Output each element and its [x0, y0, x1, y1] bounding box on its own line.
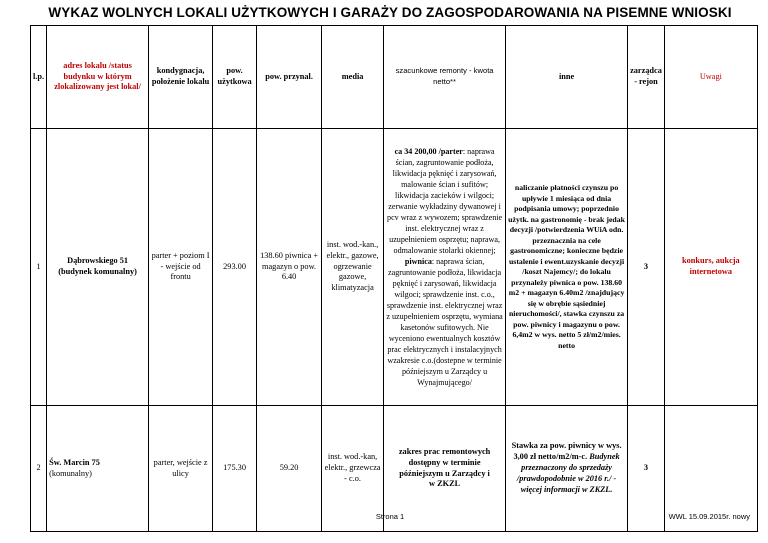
row-floor: parter, wejście z ulicy: [149, 406, 213, 532]
premises-table: [30, 25, 758, 532]
row-notes: konkurs, aukcja internetowa: [664, 129, 757, 406]
page-number: Strona 1: [375, 512, 405, 521]
row-assigned-area: 59.20: [257, 406, 322, 532]
row-repairs: ca 34 200,00 /parter: naprawa ścian, zagruntowanie podłoża, likwidacja pęknięć i zarysowań, malowanie ścian i sufitów; likwidacja zacieków i wilgoci; zerwanie wykładziny dywanowej i pcv wraz z wywozem; sprawdzenie inst. elektrycznej wraz z uzupełnieniem osprzętu; naprawa, odmalowanie stolarki okiennej; piwnica: naprawa ścian, zagruntowanie podłoża, likwidacja pęknięć i zarysowań, likwidacja wilgoci; sprawdzenie inst. c.o., sprawdzenie inst. elektrycznej wraz z uzupełnieniem osprzętu, wymiana kasetonów sufitowych. Nie wyceniono ewentualnych kosztów prac elektrycznych i instalacyjnych wzakresie c.o.(dostepne w terminie późniejszym u Zarządcy u Wynajmującego/: [384, 129, 506, 406]
row-repairs: zakres prac remontowych dostępny w terminie późniejszym u Zarządcy i w ZKZL: [384, 406, 506, 532]
row-assigned-area: 138.60 piwnica + magazyn o pow. 6.40: [257, 129, 322, 406]
row-address: Św. Marcin 75 (komunalny): [47, 406, 149, 532]
row-other: Stawka za pow. piwnicy w wys. 3,00 zł netto/m2/m-c. Budynek przeznaczony do sprzedaży /prawdopodobnie w 2016 r./ - więcej informacji w ZKZL.: [506, 406, 628, 532]
row-utilities: inst. wod.-kan, elektr., grzewcza - c.o.: [322, 406, 384, 532]
row-usable-area: 293.00: [213, 129, 257, 406]
header-repairs: szacunkowe remonty - kwota netto**: [384, 26, 506, 129]
header-usable-area: pow. użytkowa: [213, 26, 257, 129]
document-title: WYKAZ WOLNYCH LOKALI UŻYTKOWYCH I GARAŻY DO ZAGOSPODAROWANIA NA PISEMNE WNIOSKI: [48, 5, 732, 20]
row-other: naliczanie płatności czynszu po upływie 1 miesiąca od dnia podpisania umowy; poprzednio użytk. na gastronomię - brak jedak decyzji /potwierdzenia WUiA odn. przeznacznia na cele gastronomiczne; konieczne będzie ustalenie i ewent.uzyskanie decyzji /koszt Najemcy/; do lokalu przynależy piwnica o pow. 138.60 m2 + magazyn 6.40m2 /znajdujący się w obrębie sąsiedniej nieruchomości/, stawka czynszu za pow. piwnicy i magazynu o pow. 6,4m2 w wys. netto 5 zł/m2/mies. netto: [506, 129, 628, 406]
header-utilities: media: [322, 26, 384, 129]
row-floor: parter + poziom I - wejście od frontu: [149, 129, 213, 406]
header-other: inne: [506, 26, 628, 129]
header-floor: kondygnacja, położenie lokalu: [149, 26, 213, 129]
header-notes: Uwagi: [664, 26, 757, 129]
header-lp: l.p.: [31, 26, 47, 129]
row-lp: 2: [31, 406, 47, 532]
row-usable-area: 175.30: [213, 406, 257, 532]
row-district: 3: [628, 129, 665, 406]
row-address: Dąbrowskiego 51 (budynek komunalny): [47, 129, 149, 406]
header-assigned-area: pow. przynal.: [257, 26, 322, 129]
row-utilities: inst. wod.-kan., elektr., gazowe, ogrzewanie gazowe, klimatyzacja: [322, 129, 384, 406]
footer-stamp: WWL 15.09.2015r. nowy: [668, 512, 750, 521]
table-header-row: [31, 26, 758, 129]
row-lp: 1: [31, 129, 47, 406]
header-address: adres lokalu /status budynku w którym zlokalizowany jest lokal/: [47, 26, 149, 129]
table-row: [31, 129, 758, 406]
row-district: 3: [628, 406, 665, 532]
header-district: zarządca - rejon: [628, 26, 665, 129]
